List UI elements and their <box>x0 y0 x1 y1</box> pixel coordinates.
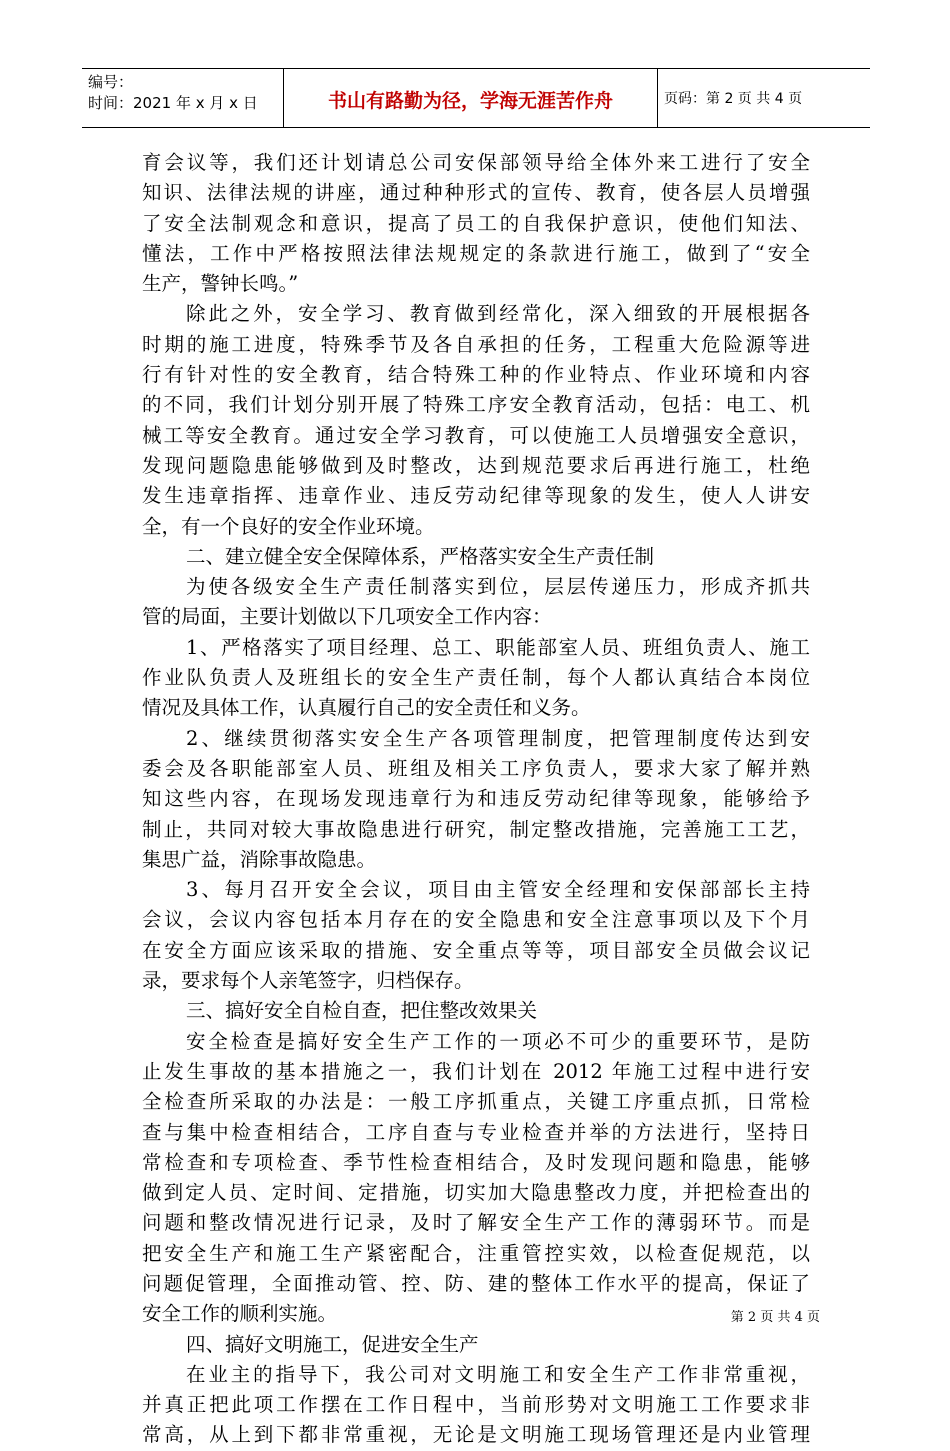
body-text <box>142 148 810 1451</box>
text-line: 会议，会议内容包括本月存在的安全隐患和安全注意事项以及下个月 <box>142 908 810 932</box>
text-line: 械工等安全教育。通过安全学习教育，可以使施工人员增强安全意识， <box>142 423 810 447</box>
text-line: 2、继续贯彻落实安全生产各项管理制度，把管理制度传达到安 <box>186 726 810 750</box>
header-motto: 书山有路勤为径，学海无涯苦作舟 <box>284 69 658 127</box>
text-line: 时期的施工进度，特殊季节及各自承担的任务，工程重大危险源等进 <box>142 332 810 356</box>
text-line: 四、搞好文明施工，促进安全生产 <box>186 1332 479 1356</box>
text-line: 在安全方面应该采取的措施、安全重点等等，项目部安全员做会议记 <box>142 938 810 962</box>
text-line: 知这些内容，在现场发现违章行为和违反劳动纪律等现象，能够给予 <box>142 787 810 811</box>
text-line: 并真正把此项工作摆在工作日程中，当前形势对文明施工工作要求非 <box>142 1393 810 1417</box>
text-line: 问题促管理，全面推动管、控、防、建的整体工作水平的提高，保证了 <box>142 1271 810 1295</box>
text-line: 安全工作的顺利实施。 <box>142 1302 338 1326</box>
text-line: 知识、法律法规的讲座，通过种种形式的宣传、教育，使各层人员增强 <box>142 181 810 205</box>
text-line: 为使各级安全生产责任制落实到位，层层传递压力，形成齐抓共 <box>186 575 810 599</box>
text-line: 集思广益，消除事故隐患。 <box>142 847 377 871</box>
page-header <box>82 68 870 128</box>
text-line: 发生违章指挥、违章作业、违反劳动纪律等现象的发生，使人人讲安 <box>142 484 810 508</box>
text-line: 安全检查是搞好安全生产工作的一项必不可少的重要环节，是防 <box>186 1029 810 1053</box>
text-line: 把安全生产和施工生产紧密配合，注重管控实效，以检查促规范，以 <box>142 1241 810 1265</box>
text-line: 二、建立健全安全保障体系，严格落实安全生产责任制 <box>186 544 655 568</box>
text-line: 发现问题隐患能够做到及时整改，达到规范要求后再进行施工，杜绝 <box>142 453 810 477</box>
text-line: 全检查所采取的办法是：一般工序抓重点，关键工序重点抓，日常检 <box>142 1090 810 1114</box>
text-line: 止发生事故的基本措施之一，我们计划在 2012 年施工过程中进行安 <box>142 1059 810 1083</box>
text-line: 育会议等，我们还计划请总公司安保部领导给全体外来工进行了安全 <box>142 151 810 174</box>
text-line: 常高，从上到下都非常重视，无论是文明施工现场管理还是内业管理 <box>142 1423 810 1447</box>
text-line: 作业队负责人及班组长的安全生产责任制，每个人都认真结合本岗位 <box>142 666 810 690</box>
document-number-label: 编号： <box>88 73 134 91</box>
text-line: 在业主的指导下，我公司对文明施工和安全生产工作非常重视， <box>186 1362 810 1386</box>
text-line: 生产，警钟长鸣。” <box>142 272 299 296</box>
text-line: 录，要求每个人亲笔签字，归档保存。 <box>142 969 474 993</box>
document-date-label: 时间：2021 年 x 月 x 日 <box>88 94 258 112</box>
text-line: 全，有一个良好的安全作业环境。 <box>142 514 435 538</box>
header-page-info: 页码：第 2 页 共 4 页 <box>664 91 803 107</box>
text-line: 常检查和专项检查、季节性检查相结合，及时发现问题和隐患，能够 <box>142 1150 810 1174</box>
text-line: 情况及具体工作，认真履行自己的安全责任和义务。 <box>142 696 591 720</box>
text-line: 制止，共同对较大事故隐患进行研究，制定整改措施，完善施工工艺， <box>142 817 810 841</box>
header-meta <box>82 69 284 127</box>
text-line: 三、搞好安全自检自查，把住整改效果关 <box>186 999 538 1023</box>
text-line: 查与集中检查相结合，工序自查与专业检查并举的方法进行，坚持日 <box>142 1120 810 1144</box>
text-line: 行有针对性的安全教育，结合特殊工种的作业特点、作业环境和内容 <box>142 363 810 387</box>
text-line: 3、每月召开安全会议，项目由主管安全经理和安保部部长主持 <box>186 878 810 902</box>
text-line: 做到定人员、定时间、定措施，切实加大隐患整改力度，并把检查出的 <box>142 1181 810 1205</box>
text-line: 委会及各职能部室人员、班组及相关工序负责人，要求大家了解并熟 <box>142 756 810 780</box>
text-line: 1、严格落实了项目经理、总工、职能部室人员、班组负责人、施工 <box>186 635 810 659</box>
text-line: 懂法，工作中严格按照法律法规规定的条款进行施工，做到了“安全 <box>142 241 810 265</box>
text-line: 除此之外，安全学习、教育做到经常化，深入细致的开展根据各 <box>186 302 810 326</box>
text-line: 了安全法制观念和意识，提高了员工的自我保护意识，使他们知法、 <box>142 211 810 235</box>
text-line: 的不同，我们计划分别开展了特殊工序安全教育活动，包括：电工、机 <box>142 393 810 417</box>
text-line: 管的局面，主要计划做以下几项安全工作内容： <box>142 605 552 629</box>
page-footer: 第 2 页 共 4 页 <box>730 1310 820 1325</box>
text-line: 问题和整改情况进行记录，及时了解安全生产工作的薄弱环节。而是 <box>142 1211 810 1235</box>
